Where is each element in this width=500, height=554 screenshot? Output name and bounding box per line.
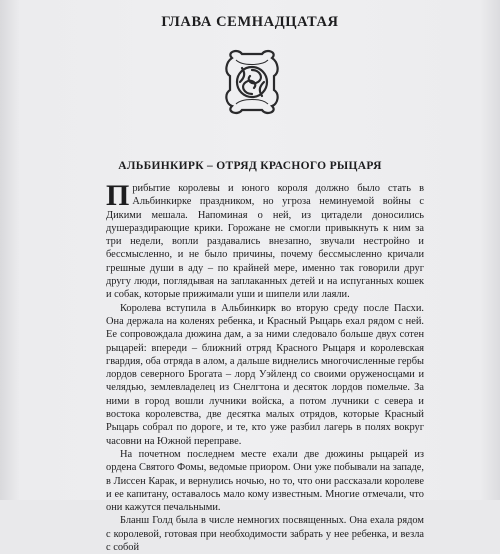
section-title: АЛЬБИНКИРК – ОТРЯД КРАСНОГО РЫЦАРЯ: [118, 160, 382, 172]
body-text: [106, 179, 424, 554]
paragraph: [106, 179, 424, 302]
drop-cap: П: [106, 179, 130, 212]
paragraph: Бланш Голд была в числе немногих посвященных. Она ехала рядом с королевой, готовая при необходимости забрать у нее ребенка, и везла с собой: [106, 515, 424, 554]
chapter-title: ГЛАВА СЕМНАДЦАТАЯ: [161, 14, 339, 30]
celtic-knot-ornament-icon: [224, 48, 280, 116]
paragraph-text: рибытие королевы и юного короля должно было стать в Альбинкирке праздником, но угроза неминуемой войны с Дикими мешала. Напоминая о ней, из цитадели доносились душераздирающие крики. Горожане не смогли привыкнуть к ним за три недели, вопли раздавались внезапно, звучали нестройно и бессмысленно, и не было причины, почему бессмысленно кричали грешные души в аду – по крайней мере, именно так говорили друг другу люди, поглядывая на заплаканных детей и на испуганных кошек и собак, которые прижимали уши и шипели или лаяли.: [106, 183, 424, 301]
paragraph: На почетном последнем месте ехали две дюжины рыцарей из ордена Святого Фомы, ведомые приором. Они уже побывали на западе, в Лиссен Карак, и вернулись ночью, но то, что они рассказали королеве и ее капитану, оставалось мало кому известным. Многие отмечали, что они кажутся печальными.: [106, 448, 424, 514]
paragraph: Королева вступила в Альбинкирк во вторую среду после Пасхи. Она держала на коленях ребенка, и Красный Рыцарь ехал рядом с ней. Ее сопровождала дюжина дам, а за ними следовало больше двух сотен рыцарей: впереди – ближний отряд Красного Рыцаря и королевская гвардия, оба отряда в алом, а дальше виднелись многочисленные гербы лордов северного Брогата – лорд Уэйленд со своими оруженосцами и челядью, землевладелец из Снелгтона и десяток лордов помельче. За ними в город вошли лучники войска, а потом лучники с севера и востока королевства, две десятка малых отрядов, которые Красный Рыцарь собрал по дороге, и те, кто уже разбил лагерь в полях вокруг часовни на Южной переправе.: [106, 302, 424, 447]
